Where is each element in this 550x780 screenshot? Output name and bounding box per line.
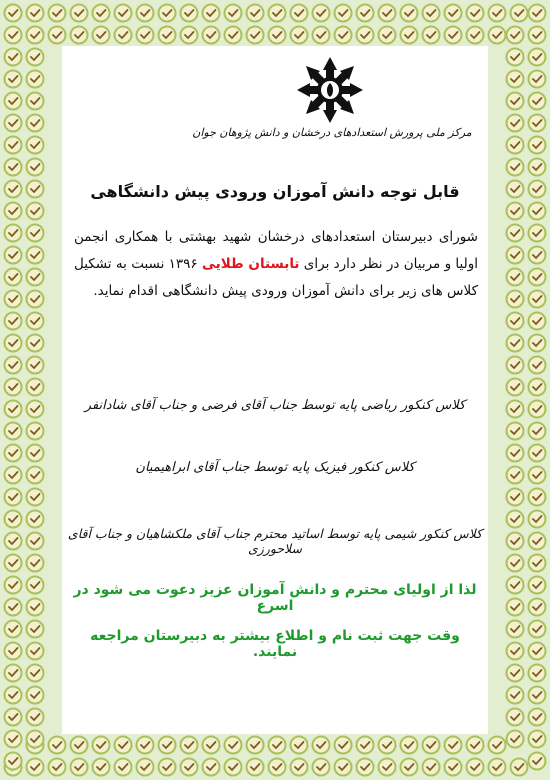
border-check-icon xyxy=(269,5,286,22)
border-check-icon xyxy=(529,137,546,154)
border-check-icon xyxy=(93,759,110,776)
border-check-icon xyxy=(5,687,22,704)
border-check-icon xyxy=(5,489,22,506)
border-check-icon xyxy=(27,115,44,132)
border-check-icon xyxy=(507,599,524,616)
border-check-icon xyxy=(247,737,264,754)
border-check-icon xyxy=(507,225,524,242)
border-check-icon xyxy=(27,599,44,616)
star-emblem-icon xyxy=(296,56,364,124)
border-check-icon xyxy=(507,269,524,286)
border-check-icon xyxy=(203,27,220,44)
border-check-icon xyxy=(529,467,546,484)
border-check-icon xyxy=(27,71,44,88)
border-check-icon xyxy=(27,759,44,776)
border-check-icon xyxy=(5,159,22,176)
border-check-icon xyxy=(269,27,286,44)
border-check-icon xyxy=(445,759,462,776)
border-check-icon xyxy=(5,137,22,154)
border-check-icon xyxy=(159,27,176,44)
border-check-icon xyxy=(5,709,22,726)
border-check-icon xyxy=(423,737,440,754)
border-check-icon xyxy=(313,27,330,44)
border-check-icon xyxy=(357,759,374,776)
border-check-icon xyxy=(27,181,44,198)
border-check-icon xyxy=(529,489,546,506)
border-check-icon xyxy=(529,357,546,374)
border-check-icon xyxy=(357,5,374,22)
border-check-icon xyxy=(159,759,176,776)
border-check-icon xyxy=(27,555,44,572)
border-check-icon xyxy=(27,225,44,242)
border-check-icon xyxy=(5,643,22,660)
border-check-icon xyxy=(507,423,524,440)
border-check-icon xyxy=(529,335,546,352)
border-check-icon xyxy=(5,423,22,440)
border-check-icon xyxy=(335,27,352,44)
border-check-icon xyxy=(71,759,88,776)
border-check-icon xyxy=(467,759,484,776)
border-check-icon xyxy=(489,737,506,754)
border-check-icon xyxy=(507,489,524,506)
border-check-icon xyxy=(5,335,22,352)
border-check-icon xyxy=(529,115,546,132)
class-item-physics: کلاس کنکور فیزیک پایه توسط جناب آقای ابراهیمیان xyxy=(135,460,415,475)
border-check-icon xyxy=(49,5,66,22)
border-check-icon xyxy=(93,737,110,754)
border-check-icon xyxy=(27,335,44,352)
border-check-icon xyxy=(27,137,44,154)
border-check-icon xyxy=(423,27,440,44)
border-check-icon xyxy=(203,737,220,754)
border-check-icon xyxy=(529,555,546,572)
border-check-icon xyxy=(423,759,440,776)
border-check-icon xyxy=(71,5,88,22)
border-check-icon xyxy=(27,643,44,660)
border-check-icon xyxy=(529,247,546,264)
invitation-line-1: لذا از اولیای محترم و دانش آموزان عزیز دعوت می شود در اسرع xyxy=(73,582,477,614)
border-check-icon xyxy=(5,445,22,462)
border-check-icon xyxy=(507,379,524,396)
border-check-icon xyxy=(529,621,546,638)
border-check-icon xyxy=(5,203,22,220)
border-check-icon xyxy=(423,5,440,22)
border-check-icon xyxy=(27,5,44,22)
border-check-icon xyxy=(5,291,22,308)
notice-body xyxy=(74,224,478,305)
border-check-icon xyxy=(507,291,524,308)
border-check-icon xyxy=(27,533,44,550)
border-check-icon xyxy=(507,709,524,726)
border-check-icon xyxy=(269,737,286,754)
border-check-icon xyxy=(27,489,44,506)
border-check-icon xyxy=(313,737,330,754)
border-check-icon xyxy=(5,357,22,374)
border-check-icon xyxy=(529,599,546,616)
border-check-icon xyxy=(27,49,44,66)
border-check-icon xyxy=(529,225,546,242)
border-check-icon xyxy=(137,27,154,44)
border-check-icon xyxy=(291,737,308,754)
border-check-icon xyxy=(529,203,546,220)
border-check-icon xyxy=(529,27,546,44)
border-check-icon xyxy=(93,5,110,22)
border-check-icon xyxy=(507,401,524,418)
border-check-icon xyxy=(529,181,546,198)
border-check-icon xyxy=(71,737,88,754)
border-check-icon xyxy=(529,93,546,110)
border-check-icon xyxy=(529,159,546,176)
border-check-icon xyxy=(401,27,418,44)
border-check-icon xyxy=(467,27,484,44)
notice-heading: قابل توجه دانش آموزان ورودی پیش دانشگاهی xyxy=(90,182,460,201)
border-check-icon xyxy=(467,5,484,22)
border-check-icon xyxy=(159,5,176,22)
border-check-icon xyxy=(379,27,396,44)
border-check-icon xyxy=(115,5,132,22)
border-check-icon xyxy=(27,291,44,308)
border-check-icon xyxy=(507,533,524,550)
border-check-icon xyxy=(181,737,198,754)
border-check-icon xyxy=(507,555,524,572)
border-check-icon xyxy=(5,753,22,770)
border-check-icon xyxy=(357,27,374,44)
border-check-icon xyxy=(27,577,44,594)
border-check-icon xyxy=(5,665,22,682)
border-check-icon xyxy=(181,759,198,776)
border-check-icon xyxy=(489,5,506,22)
border-check-icon xyxy=(5,467,22,484)
border-check-icon xyxy=(507,621,524,638)
border-check-icon xyxy=(529,313,546,330)
border-check-icon xyxy=(203,5,220,22)
border-check-icon xyxy=(507,665,524,682)
border-check-icon xyxy=(247,27,264,44)
border-check-icon xyxy=(445,5,462,22)
border-check-icon xyxy=(5,401,22,418)
border-check-icon xyxy=(507,643,524,660)
border-check-icon xyxy=(27,27,44,44)
border-check-icon xyxy=(27,687,44,704)
border-check-icon xyxy=(5,599,22,616)
border-check-icon xyxy=(27,379,44,396)
border-check-icon xyxy=(5,27,22,44)
center-name: مرکز ملی پرورش استعدادهای درخشان و دانش پژوهان جوان xyxy=(192,126,472,139)
body-text-start: شورای دبیرستان استعدادهای درخشان شهید بهشتی با همکاری انجمن اولیا و مربیان در نظر دارد برای xyxy=(74,229,478,272)
border-check-icon xyxy=(71,27,88,44)
border-check-icon xyxy=(291,759,308,776)
border-check-icon xyxy=(27,445,44,462)
border-check-icon xyxy=(27,709,44,726)
border-check-icon xyxy=(247,759,264,776)
border-check-icon xyxy=(335,759,352,776)
border-check-icon xyxy=(529,643,546,660)
border-check-icon xyxy=(291,27,308,44)
border-check-icon xyxy=(27,313,44,330)
border-check-icon xyxy=(507,511,524,528)
border-check-icon xyxy=(269,759,286,776)
border-check-icon xyxy=(5,225,22,242)
border-check-icon xyxy=(507,159,524,176)
border-check-icon xyxy=(507,93,524,110)
border-check-icon xyxy=(507,687,524,704)
border-check-icon xyxy=(507,467,524,484)
border-check-icon xyxy=(27,665,44,682)
border-check-icon xyxy=(115,737,132,754)
border-check-icon xyxy=(27,93,44,110)
border-check-icon xyxy=(507,115,524,132)
border-check-icon xyxy=(5,93,22,110)
border-check-icon xyxy=(225,737,242,754)
notice-sheet xyxy=(62,46,488,734)
border-check-icon xyxy=(5,621,22,638)
border-check-icon xyxy=(137,737,154,754)
border-check-icon xyxy=(27,731,44,748)
border-check-icon xyxy=(5,379,22,396)
border-check-icon xyxy=(357,737,374,754)
border-check-icon xyxy=(159,737,176,754)
border-check-icon xyxy=(507,203,524,220)
border-check-icon xyxy=(203,759,220,776)
border-check-icon xyxy=(5,269,22,286)
border-check-icon xyxy=(27,621,44,638)
border-check-icon xyxy=(49,737,66,754)
border-check-icon xyxy=(5,49,22,66)
body-text-end: ۱۳۹۶ نسبت به تشکیل کلاس های زیر برای دانش آموزان ورودی پیش دانشگاهی اقدام نماید. xyxy=(74,256,478,299)
border-check-icon xyxy=(507,49,524,66)
border-check-icon xyxy=(27,467,44,484)
border-check-icon xyxy=(27,423,44,440)
border-check-icon xyxy=(507,137,524,154)
border-check-icon xyxy=(5,5,22,22)
border-check-icon xyxy=(529,445,546,462)
border-check-icon xyxy=(529,5,546,22)
border-check-icon xyxy=(291,5,308,22)
border-check-icon xyxy=(225,759,242,776)
border-check-icon xyxy=(247,5,264,22)
border-check-icon xyxy=(181,5,198,22)
border-check-icon xyxy=(5,71,22,88)
border-check-icon xyxy=(529,269,546,286)
border-check-icon xyxy=(489,759,506,776)
border-check-icon xyxy=(507,445,524,462)
border-check-icon xyxy=(529,687,546,704)
border-check-icon xyxy=(529,401,546,418)
border-check-icon xyxy=(379,5,396,22)
border-check-icon xyxy=(401,5,418,22)
border-check-icon xyxy=(379,737,396,754)
class-item-chemistry: کلاس کنکور شیمی پایه توسط اساتید محترم جناب آقای ملکشاهیان و جناب آقای سلاحورزی xyxy=(67,526,483,556)
border-check-icon xyxy=(27,511,44,528)
border-check-icon xyxy=(445,27,462,44)
border-check-icon xyxy=(27,269,44,286)
border-check-icon xyxy=(529,753,546,770)
border-check-icon xyxy=(529,665,546,682)
border-check-icon xyxy=(5,577,22,594)
border-check-icon xyxy=(467,737,484,754)
border-check-icon xyxy=(5,511,22,528)
border-check-icon xyxy=(5,555,22,572)
border-check-icon xyxy=(529,577,546,594)
border-check-icon xyxy=(115,759,132,776)
border-check-icon xyxy=(49,759,66,776)
border-check-icon xyxy=(445,737,462,754)
border-check-icon xyxy=(529,49,546,66)
border-check-icon xyxy=(335,5,352,22)
border-check-icon xyxy=(335,737,352,754)
invitation-line-2: وقت جهت ثبت نام و اطلاع بیشتر به دبیرستان مراجعه نمایند. xyxy=(90,628,460,660)
border-check-icon xyxy=(529,511,546,528)
border-check-icon xyxy=(5,181,22,198)
border-check-icon xyxy=(529,379,546,396)
border-check-icon xyxy=(529,533,546,550)
border-check-icon xyxy=(507,357,524,374)
border-check-icon xyxy=(489,27,506,44)
border-check-icon xyxy=(27,401,44,418)
border-check-icon xyxy=(529,709,546,726)
border-check-icon xyxy=(401,759,418,776)
border-check-icon xyxy=(27,159,44,176)
border-check-icon xyxy=(507,577,524,594)
border-check-icon xyxy=(529,71,546,88)
border-check-icon xyxy=(225,5,242,22)
border-check-icon xyxy=(5,313,22,330)
border-check-icon xyxy=(511,5,528,22)
border-check-icon xyxy=(137,759,154,776)
border-check-icon xyxy=(507,181,524,198)
border-check-icon xyxy=(5,731,22,748)
border-check-icon xyxy=(507,247,524,264)
border-check-icon xyxy=(507,71,524,88)
golden-summer-highlight: تابستان طلایی xyxy=(202,256,300,272)
border-check-icon xyxy=(181,27,198,44)
border-check-icon xyxy=(507,313,524,330)
border-check-icon xyxy=(49,27,66,44)
border-check-icon xyxy=(137,5,154,22)
border-check-icon xyxy=(27,203,44,220)
border-check-icon xyxy=(379,759,396,776)
border-check-icon xyxy=(529,291,546,308)
border-check-icon xyxy=(313,5,330,22)
border-check-icon xyxy=(115,27,132,44)
border-check-icon xyxy=(225,27,242,44)
border-check-icon xyxy=(507,731,524,748)
border-check-icon xyxy=(93,27,110,44)
border-check-icon xyxy=(5,247,22,264)
border-check-icon xyxy=(507,27,524,44)
border-check-icon xyxy=(529,731,546,748)
border-check-icon xyxy=(5,533,22,550)
border-check-icon xyxy=(401,737,418,754)
class-item-math: کلاس کنکور ریاضی پایه توسط جناب آقای فرضی و جناب آقای شادانفر xyxy=(84,398,466,413)
border-check-icon xyxy=(27,247,44,264)
border-check-icon xyxy=(313,759,330,776)
border-check-icon xyxy=(511,759,528,776)
border-check-icon xyxy=(529,423,546,440)
border-check-icon xyxy=(507,335,524,352)
border-check-icon xyxy=(5,115,22,132)
border-check-icon xyxy=(27,357,44,374)
